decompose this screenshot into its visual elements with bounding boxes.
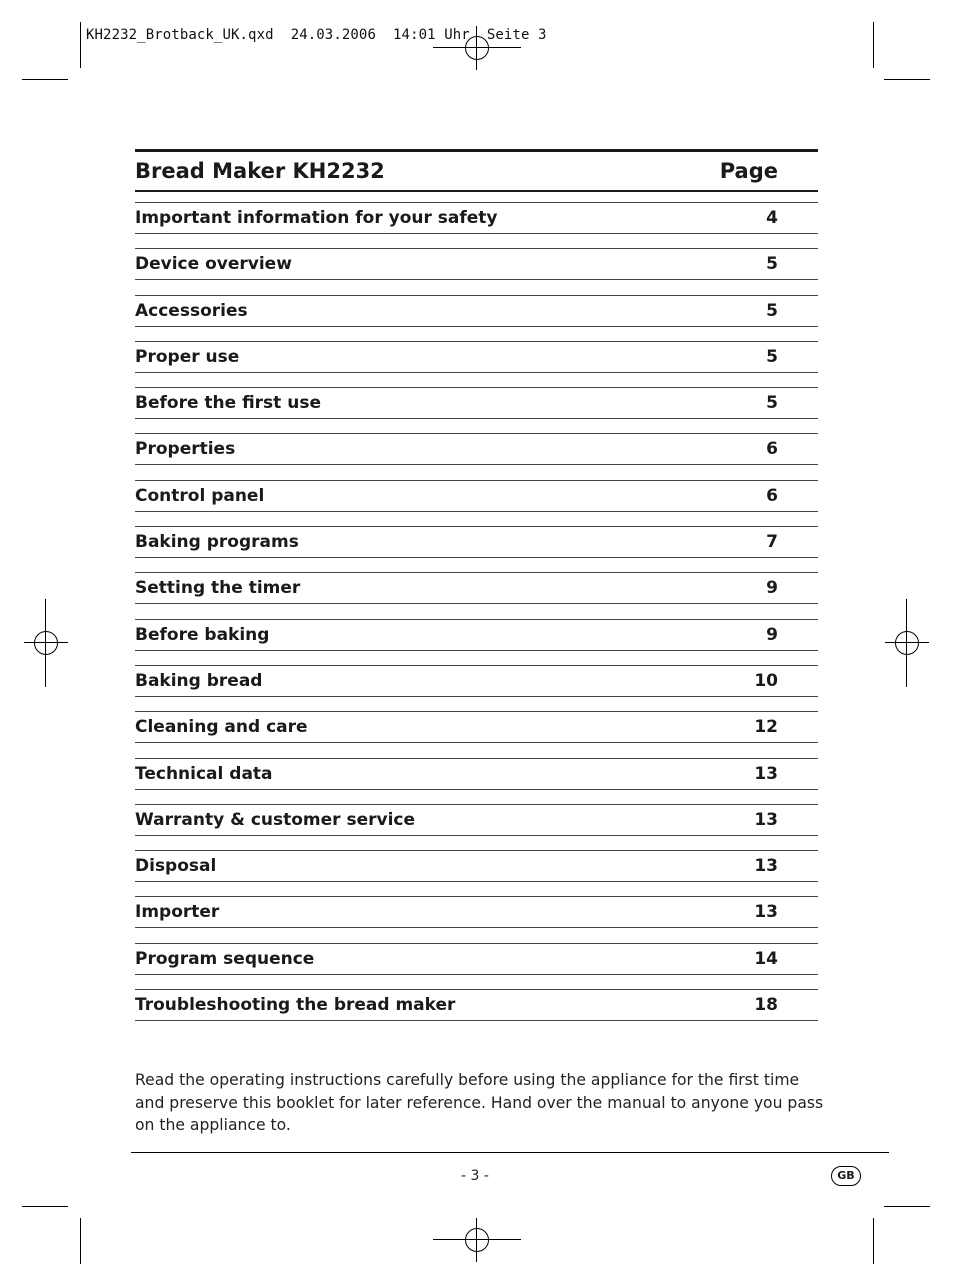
instructions-note: Read the operating instructions carefully before using the appliance for the first time and preserve this booklet for later reference. Hand over the manual to anyone you pass on the appliance to. bbox=[135, 1071, 824, 1134]
toc-item-page: 18 bbox=[754, 995, 778, 1016]
toc-item-page: 5 bbox=[766, 254, 778, 275]
toc-row bbox=[135, 711, 818, 743]
toc-item-label: Before baking bbox=[135, 624, 270, 645]
toc-row bbox=[135, 433, 818, 465]
toc-row bbox=[135, 804, 818, 836]
crop-mark bbox=[22, 79, 68, 80]
toc-item-label: Importer bbox=[135, 902, 220, 923]
registration-mark-right bbox=[885, 621, 929, 665]
toc-item-label: Baking programs bbox=[135, 532, 299, 553]
crop-mark bbox=[22, 1206, 68, 1207]
toc-item-label: Troubleshooting the bread maker bbox=[135, 995, 456, 1016]
country-badge: GB bbox=[831, 1166, 861, 1186]
toc-row bbox=[135, 202, 818, 234]
toc-title: Bread Maker KH2232 bbox=[135, 159, 385, 183]
toc-row bbox=[135, 572, 818, 604]
toc-row bbox=[135, 943, 818, 975]
toc-item-page: 7 bbox=[766, 532, 778, 553]
toc-item-label: Technical data bbox=[135, 763, 273, 784]
toc-item-label: Device overview bbox=[135, 254, 292, 275]
page-number: - 3 - bbox=[461, 1168, 489, 1184]
crop-mark bbox=[80, 22, 81, 68]
toc-row bbox=[135, 387, 818, 419]
toc-item-page: 5 bbox=[766, 393, 778, 414]
toc-row bbox=[135, 989, 818, 1021]
toc-item-page: 13 bbox=[754, 809, 778, 830]
registration-mark-left bbox=[24, 621, 68, 665]
toc-item-label: Properties bbox=[135, 439, 236, 460]
toc-header bbox=[135, 152, 818, 190]
toc-row bbox=[135, 896, 818, 928]
crop-mark bbox=[80, 1218, 81, 1264]
toc-item-page: 13 bbox=[754, 856, 778, 877]
toc-row bbox=[135, 850, 818, 882]
toc-row bbox=[135, 619, 818, 651]
toc-item-label: Setting the timer bbox=[135, 578, 301, 599]
toc-item-label: Baking bread bbox=[135, 670, 263, 691]
toc-item-label: Cleaning and care bbox=[135, 717, 308, 738]
toc-item-label: Program sequence bbox=[135, 948, 315, 969]
crop-mark bbox=[884, 79, 930, 80]
toc-list bbox=[135, 202, 818, 1021]
toc-item-page: 6 bbox=[766, 439, 778, 460]
toc-item-page: 9 bbox=[766, 578, 778, 599]
toc-item-label: Warranty & customer service bbox=[135, 809, 416, 830]
toc-row bbox=[135, 526, 818, 558]
toc-row bbox=[135, 665, 818, 697]
toc-item-label: Disposal bbox=[135, 856, 217, 877]
crop-mark bbox=[873, 22, 874, 68]
toc-item-page: 9 bbox=[766, 624, 778, 645]
crop-mark bbox=[873, 1218, 874, 1264]
toc-row bbox=[135, 758, 818, 790]
toc-item-label: Before the first use bbox=[135, 393, 321, 414]
crop-mark bbox=[884, 1206, 930, 1207]
toc-item-page: 6 bbox=[766, 485, 778, 506]
toc-page-heading: Page bbox=[719, 159, 778, 183]
print-slug-line: KH2232_Brotback_UK.qxd 24.03.2006 14:01 Uhr Seite 3 bbox=[86, 27, 547, 43]
toc-item-label: Control panel bbox=[135, 485, 265, 506]
toc-item-label: Accessories bbox=[135, 300, 248, 321]
toc-item-page: 4 bbox=[766, 208, 778, 228]
toc-item-page: 13 bbox=[754, 902, 778, 923]
toc-row bbox=[135, 341, 818, 373]
toc-item-page: 13 bbox=[754, 763, 778, 784]
toc-item-page: 14 bbox=[754, 948, 778, 969]
toc-item-page: 5 bbox=[766, 300, 778, 321]
toc-row bbox=[135, 248, 818, 280]
toc-row bbox=[135, 480, 818, 512]
toc-item-label: Proper use bbox=[135, 346, 240, 367]
toc-item-page: 10 bbox=[754, 670, 778, 691]
toc-item-page: 12 bbox=[754, 717, 778, 738]
toc-header-rule bbox=[135, 190, 818, 192]
footer-rule bbox=[131, 1152, 889, 1153]
toc-row bbox=[135, 295, 818, 327]
toc-item-label: Important information for your safety bbox=[135, 208, 498, 228]
toc-item-page: 5 bbox=[766, 346, 778, 367]
registration-mark-bottom bbox=[455, 1218, 499, 1262]
table-of-contents bbox=[135, 149, 818, 1035]
